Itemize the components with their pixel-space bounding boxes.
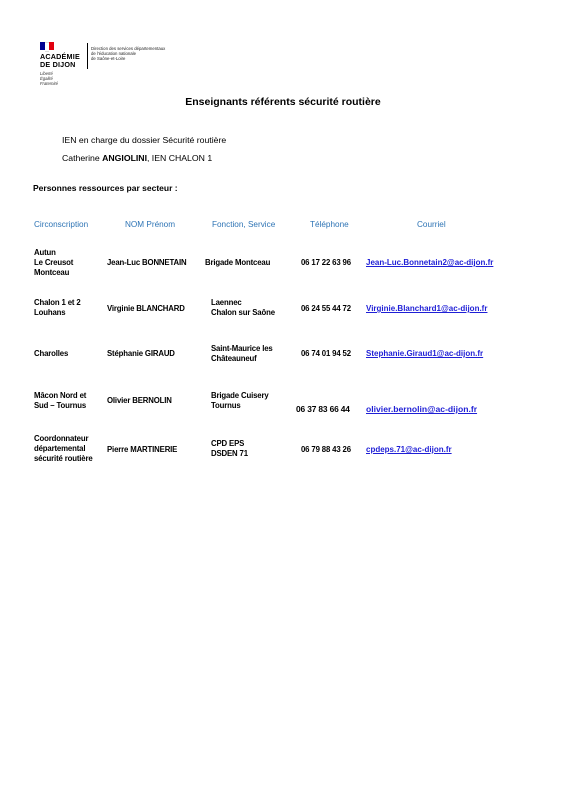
table-row-3-phone: 06 74 01 94 52 [301,349,351,358]
academie-logo [40,40,190,90]
table-row-3-name: Stéphanie GIRAUD [107,349,175,358]
table-row-1-name: Jean-Luc BONNETAIN [107,258,187,267]
table-row-4-phone: 06 37 83 66 44 [296,404,350,414]
header-nom-prenom: NOM Prénom [125,220,176,229]
ien-role-line: IEN en charge du dossier Sécurité routière [62,135,227,145]
direction-line2: de l'éducation nationale [91,51,137,56]
table-row-1-phone: 06 17 22 63 96 [301,258,351,267]
table-row-2-phone: 06 24 55 44 72 [301,304,351,313]
table-row-5-fonction: CPD EPS DSDEN 71 [211,439,248,458]
table-row-4-email-link[interactable]: olivier.bernolin@ac-dijon.fr [366,404,478,414]
table-row-3-circonscription: Charolles [34,349,69,358]
header-telephone: Téléphone [310,220,349,229]
table-row-1-fonction: Brigade Montceau [205,258,271,267]
table-row-2-name: Virginie BLANCHARD [107,304,185,313]
table-row-1-email-link[interactable]: Jean-Luc.Bonnetain2@ac-dijon.fr [366,258,494,267]
table-row-5-email-link[interactable]: cpdeps.71@ac-dijon.fr [366,445,452,454]
table-row-5-circonscription: Coordonnateur départemental sécurité routière [34,434,93,463]
header-fonction-service: Fonction, Service [212,220,276,229]
section-title: Personnes ressources par secteur : [33,183,178,193]
document-title: Enseignants référents sécurité routière [185,96,381,108]
logo-divider [87,43,88,69]
table-row-1-circonscription: Autun Le Creusot Montceau [34,248,74,277]
table-row-3-email-link[interactable]: Stephanie.Giraud1@ac-dijon.fr [366,349,484,358]
table-row-2-circonscription: Chalon 1 et 2 Louhans [34,298,81,317]
direction-line1: Direction des services départementaux [91,46,166,51]
table-row-2-fonction: Laennec Chalon sur Saône [211,298,275,317]
header-circonscription: Circonscription [34,220,89,229]
ien-title: , IEN CHALON 1 [146,153,213,163]
ien-last-name: ANGIOLINI [102,153,147,163]
motto-fraternite: Fraternité [40,81,58,86]
table-row-4-name: Olivier BERNOLIN [107,396,172,405]
french-flag-icon [40,42,54,50]
motto-liberte: Liberté [40,71,53,76]
ien-name-line [62,153,212,163]
academy-name-line1: ACADÉMIE [40,52,80,61]
table-row-5-phone: 06 79 88 43 26 [301,445,351,454]
table-row-4-fonction: Brigade Cuisery Tournus [211,391,269,410]
academy-name-line2: DE DIJON [40,60,76,69]
table-row-4-circonscription: Mâcon Nord et Sud – Tournus [34,391,87,410]
direction-line3: de Saône-et-Loire [91,56,126,61]
table-row-2-email-link[interactable]: Virginie.Blanchard1@ac-dijon.fr [366,304,488,313]
ien-first-name: Catherine [62,153,103,163]
header-courriel: Courriel [417,220,446,229]
table-row-3-fonction: Saint-Maurice les Châteauneuf [211,344,273,363]
table-row-5-name: Pierre MARTINERIE [107,445,178,454]
motto-egalite: Égalité [40,76,53,81]
